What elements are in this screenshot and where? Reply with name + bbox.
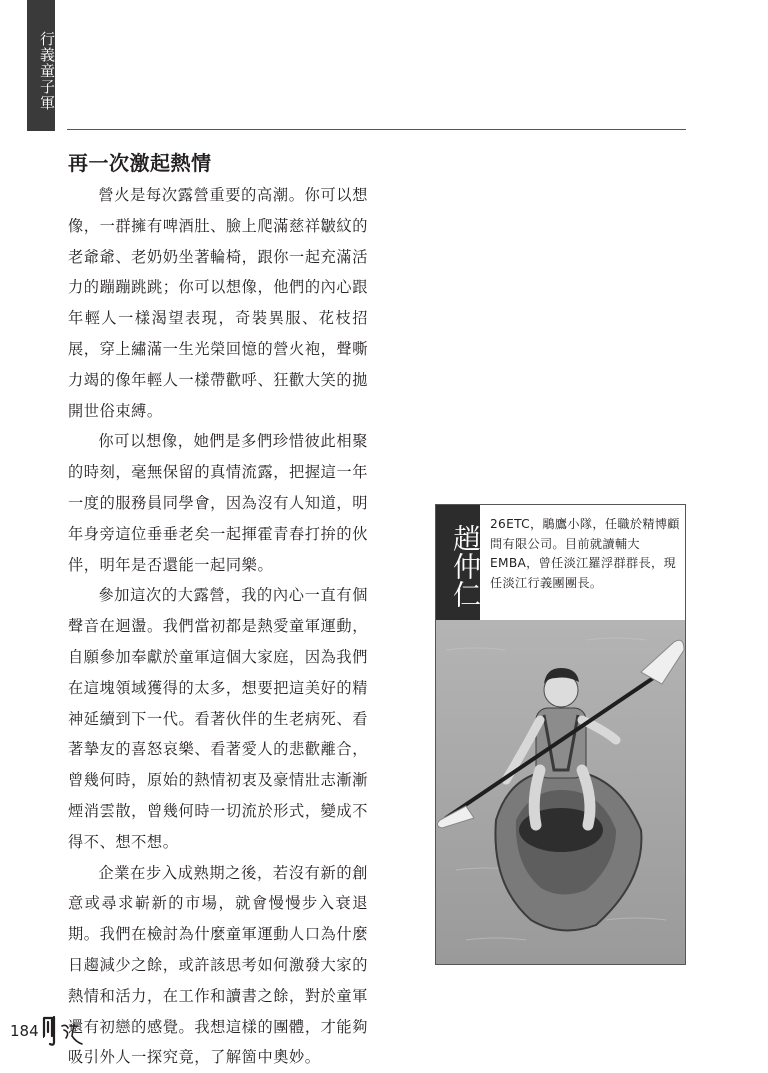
page-number-value: 184: [10, 1022, 39, 1040]
section-tab: 行義童子軍: [27, 0, 55, 131]
author-kayak-photo: [436, 620, 685, 964]
paragraph-2: 你可以想像，她們是多們珍惜彼此相聚的時刻，毫無保留的真情流露，把握這一年一度的服務員同學會，因為沒有人知道，明年身旁這位垂垂老矣一起揮霍青春打拚的伙伴，明年是否還能一起同樂。: [68, 432, 368, 574]
paragraph-4: 企業在步入成熟期之後，若沒有新的創意或尋求嶄新的市場，就會慢慢步入衰退期。我們在檢討為什麼童軍運動人口為什麼日趨減少之餘，或許該思考如何激發大家的熱情和活力，在工作和讀書之餘，對於童軍還有初戀的感覺。我想這樣的團體，才能夠吸引外人一探究竟，了解箇中奧妙。: [68, 863, 368, 1067]
header-rule: [67, 129, 686, 130]
magazine-logo-calligraphy: [38, 1014, 84, 1048]
magazine-logo: [38, 1014, 84, 1052]
author-bio-card: [435, 504, 686, 965]
paragraph-3: 參加這次的大露營，我的內心一直有個聲音在迴盪。我們當初都是熱愛童軍運動，自願參加奉獻於童軍這個大家庭，因為我們在這塊領域獲得的太多，想要把這美好的精神延續到下一代。看著伙伴的生老病死、看著摯友的喜怒哀樂、看著愛人的悲歡離合，曾幾何時，原始的熱情初衷及豪情壯志漸漸煙消雲散，曾幾何時一切流於形式，變成不得不、想不想。: [68, 586, 368, 851]
paragraph-1: 營火是每次露營重要的高潮。你可以想像，一群擁有啤酒肚、臉上爬滿慈祥皺紋的老爺爺、老奶奶坐著輪椅，跟你一起充滿活力的蹦蹦跳跳；你可以想像，他們的內心跟年輕人一樣渴望表現，奇裝異服、花枝招展，穿上繡滿一生光榮回憶的營火袍，聲嘶力竭的像年輕人一樣帶歡呼、狂歡大笑的拋開世俗束縛。: [68, 186, 368, 420]
author-name: 趙仲仁: [436, 505, 480, 620]
article-heading: 再一次激起熱情: [68, 151, 212, 175]
author-bio-text: 26ETC，鵰鷹小隊，任職於精博顧問有限公司。目前就讀輔大EMBA，曾任淡江羅浮群群長，現任淡江行義團團長。: [490, 517, 680, 590]
kayak-photo-illustration: [436, 620, 685, 964]
article-body: [68, 180, 368, 1073]
